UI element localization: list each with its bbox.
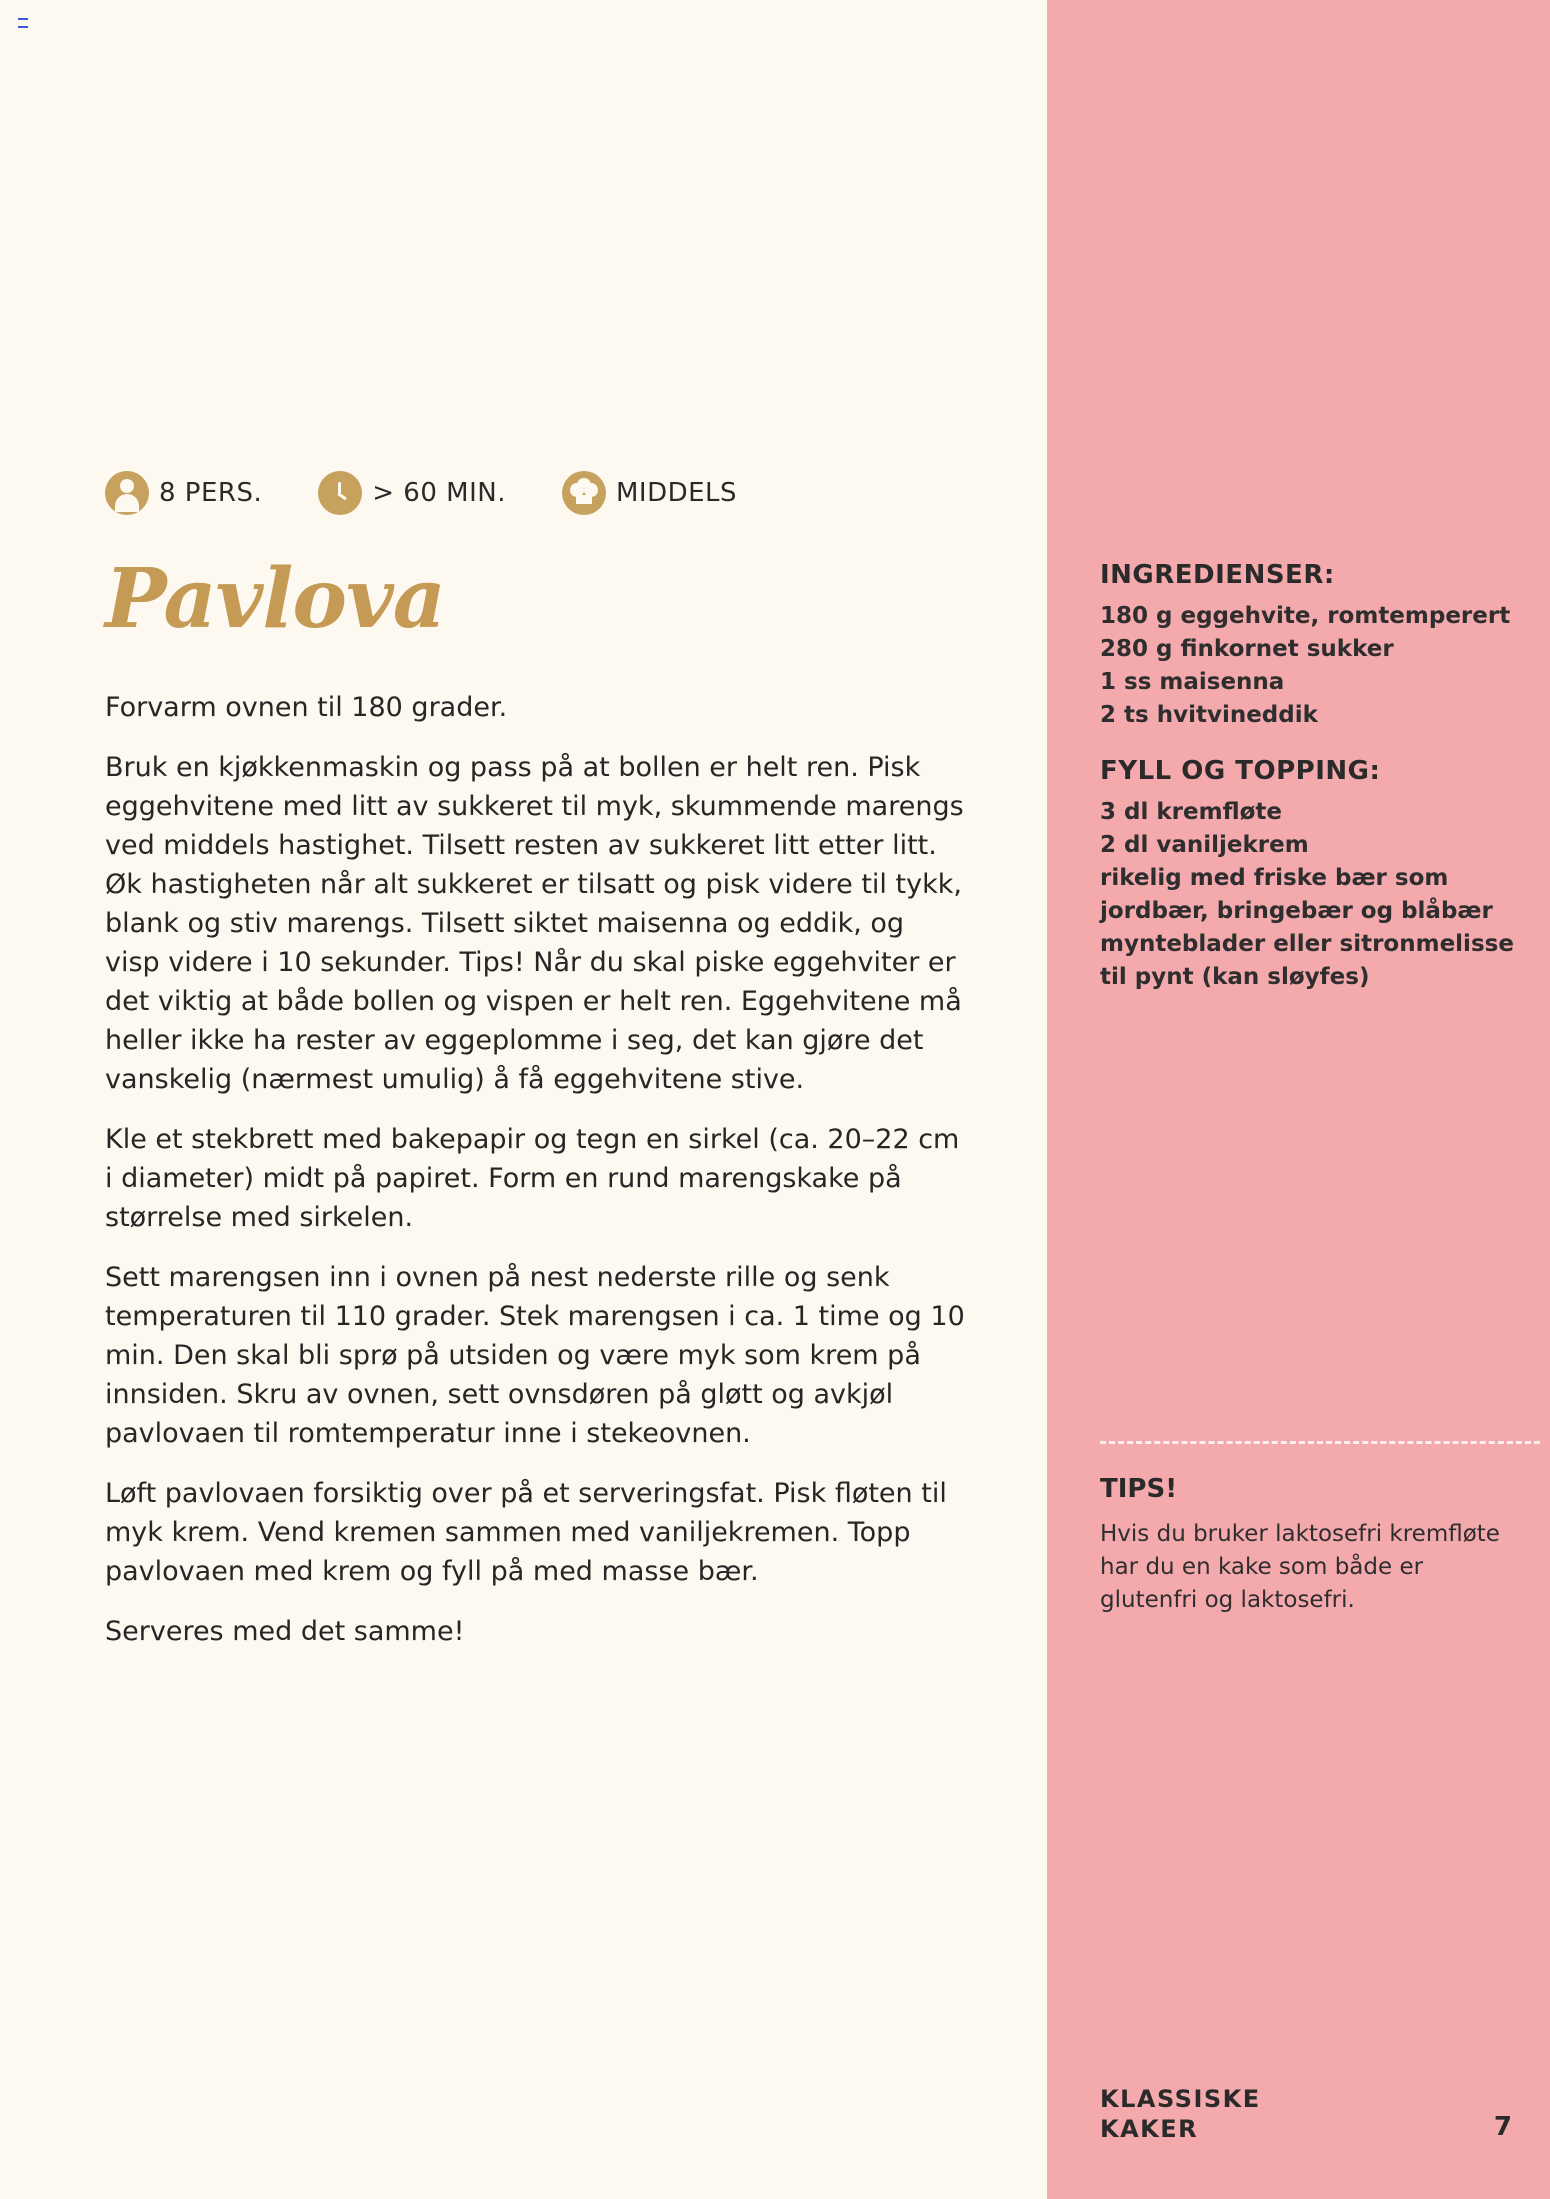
sidebar	[1047, 0, 1550, 2199]
step-paragraph: Serveres med det samme!	[105, 1616, 465, 1647]
person-icon	[105, 471, 149, 515]
step-paragraph: Løft pavlovaen forsiktig over på et serveringsfat. Pisk fløten til myk krem. Vend kremen sammen med vaniljekremen. Topp pavlovaen med krem og fyll på med masse bær.	[105, 1478, 947, 1587]
category-line: KAKER	[1100, 2115, 1199, 2143]
filling-item: mynteblader eller sitronmelisse	[1100, 931, 1514, 957]
ingredients-block	[1100, 560, 1520, 732]
recipe-title: Pavlova	[105, 551, 445, 647]
ingredient-item: 2 ts hvitvineddik	[1100, 702, 1318, 728]
category-line: KLASSISKE	[1100, 2085, 1261, 2113]
filling-block	[1100, 756, 1520, 994]
chef-hat-icon	[562, 471, 606, 515]
step-paragraph: Sett marengsen inn i ovnen på nest nederste rille og senk temperaturen til 110 grader. Stek marengsen i ca. 1 time og 10 min. Den skal bli sprø på utsiden og være myk som krem på innsiden. Skru av ovnen, sett ovnsdøren på gløtt og avkjøl pavlovaen til romtemperatur inne i stekeovnen.	[105, 1262, 965, 1449]
ingredient-item: 180 g eggehvite, romtemperert	[1100, 603, 1511, 629]
page-number: 7	[1493, 2112, 1512, 2142]
step-paragraph: Forvarm ovnen til 180 grader.	[105, 692, 508, 723]
filling-item: 2 dl vaniljekrem	[1100, 832, 1309, 858]
menu-icon[interactable]	[18, 18, 28, 28]
servings-label: 8 PERS.	[159, 478, 263, 508]
filling-item: jordbær, bringebær og blåbær	[1100, 898, 1493, 924]
dashed-divider	[1100, 1441, 1540, 1444]
ingredient-item: 280 g finkornet sukker	[1100, 636, 1394, 662]
difficulty-label: MIDDELS	[615, 478, 738, 508]
category-label	[1100, 2084, 1261, 2144]
servings-info	[105, 471, 262, 515]
time-info	[318, 471, 506, 515]
filling-item: rikelig med friske bær som	[1100, 865, 1449, 891]
filling-item: til pynt (kan sløyfes)	[1100, 964, 1370, 990]
tips-text: Hvis du bruker laktosefri kremfløte har du en kake som både er glutenfri og laktosefri.	[1100, 1521, 1500, 1613]
time-label: > 60 MIN.	[372, 478, 506, 508]
recipe-meta	[105, 470, 965, 516]
recipe-main	[105, 470, 965, 1672]
clock-icon	[318, 471, 362, 515]
ingredient-item: 1 ss maisenna	[1100, 669, 1285, 695]
step-paragraph: Kle et stekbrett med bakepapir og tegn en sirkel (ca. 20–22 cm i diameter) midt på papiret. Form en rund marengskake på størrelse med sirkelen.	[105, 1124, 960, 1233]
tips-panel	[1100, 1474, 1520, 1617]
ingredients-panel	[1100, 560, 1520, 1018]
ingredients-heading: INGREDIENSER:	[1100, 560, 1335, 590]
filling-heading: FYLL OG TOPPING:	[1100, 756, 1381, 786]
difficulty-info	[562, 471, 737, 515]
tips-heading: TIPS!	[1100, 1474, 1178, 1504]
step-paragraph: Bruk en kjøkkenmaskin og pass på at bollen er helt ren. Pisk eggehvitene med litt av sukkeret til myk, skummende marengs ved middels hastighet. Tilsett resten av sukkeret litt etter litt. Øk hastigheten når alt sukkeret er tilsatt og pisk videre til tykk, blank og stiv marengs. Tilsett siktet maisenna og eddik, og visp videre i 10 sekunder. Tips! Når du skal piske eggehviter er det viktig at både bollen og vispen er helt ren. Eggehvitene må heller ikke ha rester av eggeplomme i seg, det kan gjøre det vanskelig (nærmest umulig) å få eggehvitene stive.	[105, 752, 964, 1095]
filling-item: 3 dl kremfløte	[1100, 799, 1283, 825]
